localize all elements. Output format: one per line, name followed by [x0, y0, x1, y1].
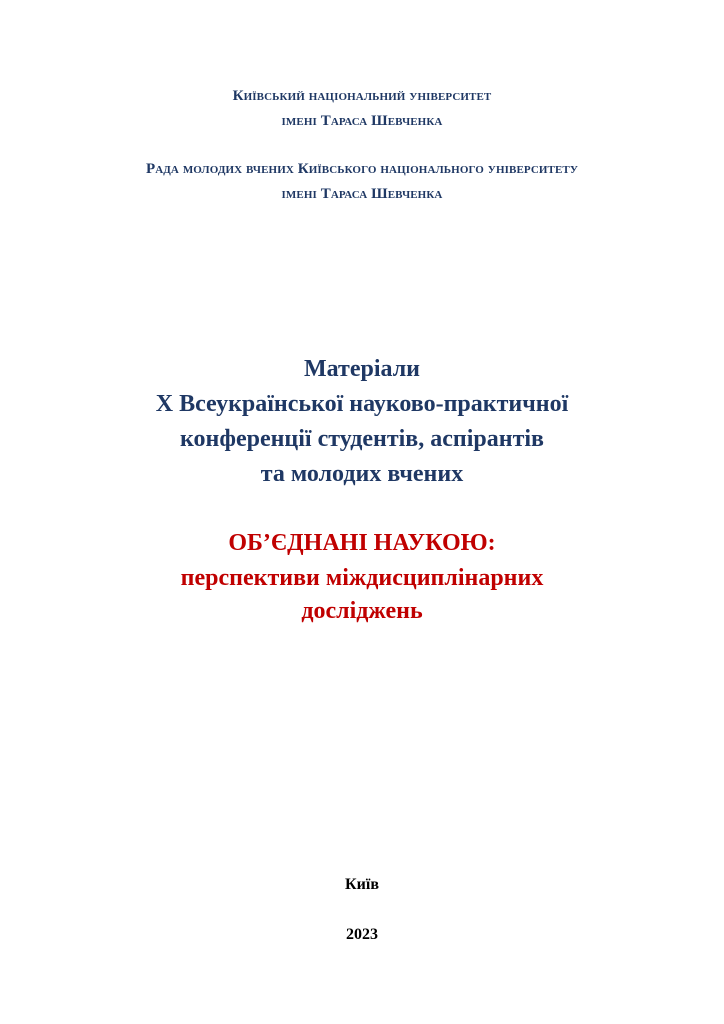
year: 2023 [346, 926, 378, 943]
title-line3: конференції студентів, аспірантів [180, 426, 544, 452]
subtitle-line1: ОБ’ЄДНАНІ НАУКОЮ: [228, 530, 496, 556]
council-name-line1: Рада молодих вчених Київського національного університету [145, 161, 579, 177]
university-name-line2: імені Тараса Шевченка [281, 113, 443, 129]
university-name-line1: Київський національний університет [232, 88, 492, 104]
city: Київ [345, 876, 379, 893]
title-line1: Матеріали [304, 356, 420, 382]
subtitle-line3: досліджень [301, 598, 423, 624]
title-line4: та молодих вчених [260, 461, 464, 487]
council-name-line2: імені Тараса Шевченка [281, 186, 443, 202]
title-line2: Х Всеукраїнської науково-практичної [155, 391, 569, 417]
subtitle-line2: перспективи міждисциплінарних [180, 565, 544, 591]
